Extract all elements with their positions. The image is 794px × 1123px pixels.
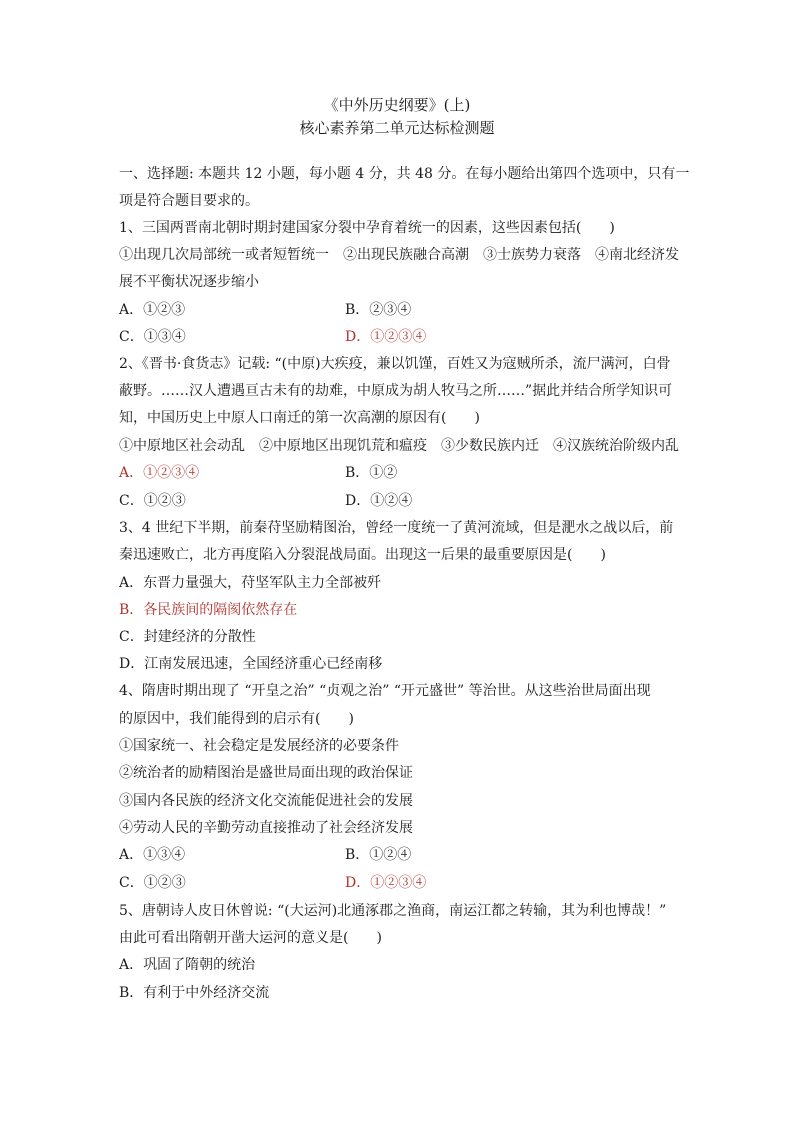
question-3-stem: 3、4 世纪下半期，前秦苻坚励精图治，曾经一度统一了黄河流域，但是淝水之战以后，前 <box>119 520 674 536</box>
question-3-option-a: A．东晋力量强大，苻坚军队主力全部被歼 <box>119 575 382 591</box>
question-2-stem: 蔽野。……汉人遭遇亘古未有的劫难，中原成为胡人牧马之所……”据此并结合所学知识可 <box>119 383 673 399</box>
question-5-option-b: B．有利于中外经济交流 <box>119 985 270 1001</box>
question-2-option-a-answer: A．①②③④ <box>119 465 200 481</box>
question-4-stem: 4、隋唐时期出现了 “开皇之治” “贞观之治” “开元盛世” 等治世。从这些治世局面出现 <box>119 683 651 699</box>
question-1-stem: 1、三国两晋南北朝时期封建国家分裂中孕育着统一的因素，这些因素包括( ) <box>119 220 615 236</box>
question-2-items: ①中原地区社会动乱 ②中原地区出现饥荒和瘟疫 ③少数民族内迁 ④汉族统治阶级内乱 <box>119 438 679 454</box>
question-3-option-d: D．江南发展迅速，全国经济重心已经南移 <box>119 656 383 672</box>
section-intro-line: 项是符合题目要求的。 <box>119 193 259 209</box>
question-4-option-c: C．①②③ <box>119 875 186 891</box>
document-title: 《中外历史纲要》(上) <box>323 96 471 114</box>
question-4-option-a: A．①③④ <box>119 847 186 863</box>
question-1-option-d-answer: D．①②③④ <box>345 329 427 345</box>
question-5-option-a: A．巩固了隋朝的统治 <box>119 957 256 973</box>
question-4-item: ③国内各民族的经济文化交流能促进社会的发展 <box>119 793 413 809</box>
question-4-option-b: B．①②④ <box>345 847 412 863</box>
question-4-option-d-answer: D．①②③④ <box>345 875 427 891</box>
question-2-stem: 2、《晋书·食货志》记载: “(中原)大疾疫，兼以饥馑，百姓又为寇贼所杀，流尸满河，白骨 <box>119 356 671 372</box>
question-4-item: ④劳动人民的辛勤劳动直接推动了社会经济发展 <box>119 820 413 836</box>
question-2-option-b: B．①② <box>345 465 398 481</box>
question-3-stem: 秦迅速败亡，北方再度陷入分裂混战局面。出现这一后果的最重要原因是( ) <box>119 547 606 563</box>
question-1-items: ①出现几次局部统一或者短暂统一 ②出现民族融合高潮 ③士族势力衰落 ④南北经济发 <box>119 247 679 263</box>
question-4-item: ①国家统一、社会稳定是发展经济的必要条件 <box>119 738 399 754</box>
question-1-items: 展不平衡状况逐步缩小 <box>119 274 259 290</box>
question-1-option-a: A．①②③ <box>119 302 186 318</box>
question-1-option-b: B．②③④ <box>345 302 412 318</box>
question-3-option-c: C．封建经济的分散性 <box>119 629 256 645</box>
question-1-option-c: C．①③④ <box>119 329 186 345</box>
question-5-stem: 5、唐朝诗人皮日休曾说: “(大运河)北通涿郡之渔商，南运江都之转输，其为利也博哉！” <box>119 903 667 919</box>
question-2-option-c: C．①②③ <box>119 493 186 509</box>
question-2-option-d: D．①②④ <box>345 493 413 509</box>
question-4-item: ②统治者的励精图治是盛世局面出现的政治保证 <box>119 765 413 781</box>
question-5-stem: 由此可看出隋朝开凿大运河的意义是( ) <box>119 930 382 946</box>
question-4-stem: 的原因中，我们能得到的启示有( ) <box>119 711 354 727</box>
question-3-option-b-answer: B．各民族间的隔阂依然存在 <box>119 602 298 618</box>
question-2-stem: 知，中国历史上中原人口南迁的第一次高潮的原因有( ) <box>119 410 480 426</box>
section-intro-line: 一、选择题: 本题共 12 小题，每小题 4 分，共 48 分。在每小题给出第四个选项中，只有一 <box>119 166 690 182</box>
document-subtitle: 核心素养第二单元达标检测题 <box>299 119 495 137</box>
